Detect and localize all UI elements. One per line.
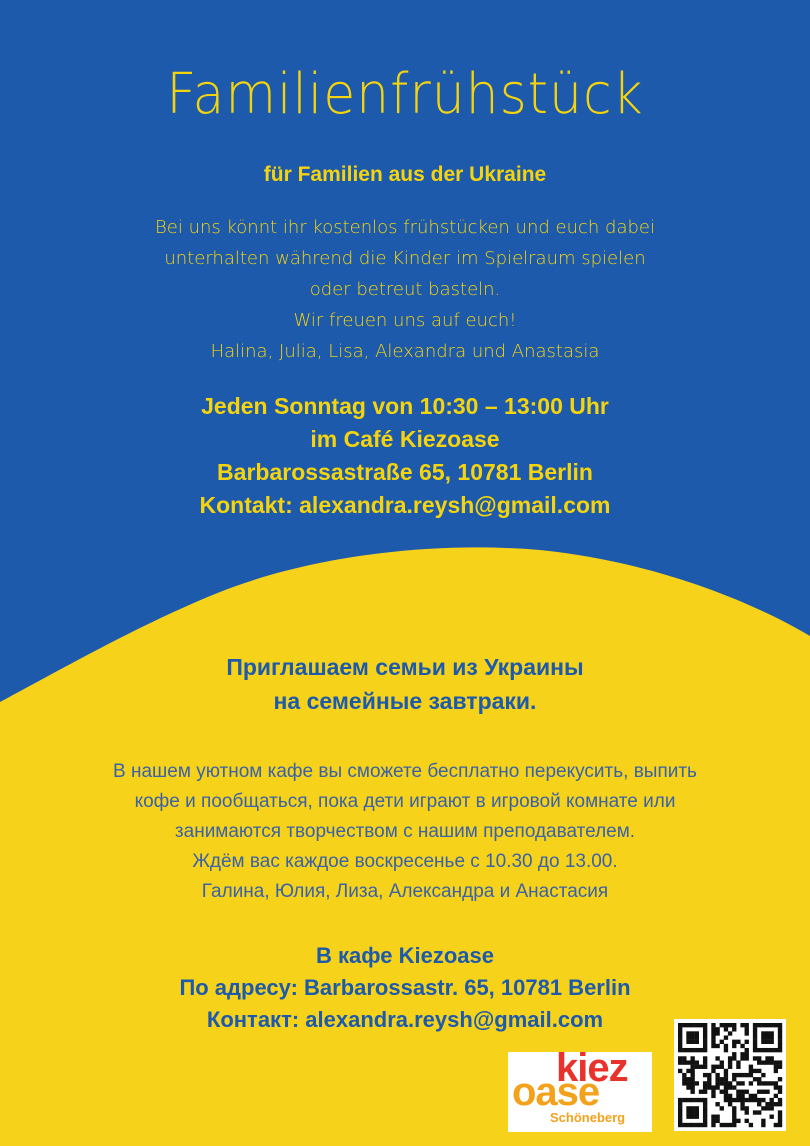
german-intro bbox=[0, 212, 810, 367]
logo-oase-text: oase bbox=[512, 1070, 600, 1114]
page-title: Familienfrühstück bbox=[166, 62, 644, 127]
russian-body-line: кофе и пообщаться, пока дети играют в игровой комнате или bbox=[134, 791, 676, 812]
russian-body-line: занимаются творчеством с нашим преподавателем. bbox=[174, 821, 636, 842]
russian-body-line: Ждём вас каждое воскресенье с 10.30 до 13.00. bbox=[192, 851, 618, 872]
logo-kiez-text: kiez bbox=[556, 1046, 628, 1090]
russian-contact-email: Контакт: alexandra.reysh@gmail.com bbox=[206, 1007, 604, 1032]
schedule-contact: Kontakt: alexandra.reysh@gmail.com bbox=[199, 492, 611, 518]
russian-heading bbox=[0, 650, 810, 718]
intro-line: Halina, Julia, Lisa, Alexandra und Anastasia bbox=[210, 341, 600, 362]
russian-body-line: Галина, Юлия, Лиза, Александра и Анастасия bbox=[201, 881, 609, 902]
intro-line: oder betreut basteln. bbox=[309, 279, 501, 300]
intro-line: Bei uns könnt ihr kostenlos frühstücken und euch dabei bbox=[155, 217, 655, 238]
german-schedule bbox=[0, 390, 810, 522]
qr-code-icon bbox=[674, 1019, 786, 1131]
russian-address: По адресу: Barbarossastr. 65, 10781 Berlin bbox=[179, 975, 631, 1000]
russian-venue: В кафе Kiezoase bbox=[316, 943, 494, 968]
intro-line: unterhalten während die Kinder im Spielraum spielen bbox=[164, 248, 646, 269]
russian-heading-line: на семейные завтраки. bbox=[273, 688, 537, 714]
logo-place-text: Schöneberg bbox=[550, 1110, 626, 1125]
russian-heading-line: Приглашаем семьи из Украины bbox=[226, 654, 584, 680]
schedule-address: Barbarossastraße 65, 10781 Berlin bbox=[217, 459, 593, 485]
schedule-time: Jeden Sonntag von 10:30 – 13:00 Uhr bbox=[201, 393, 609, 419]
intro-line: Wir freuen uns auf euch! bbox=[293, 310, 517, 331]
russian-body-line: В нашем уютном кафе вы сможете бесплатно перекусить, выпить bbox=[113, 761, 697, 782]
subtitle: für Familien aus der Ukraine bbox=[263, 163, 547, 186]
russian-body bbox=[0, 757, 810, 907]
kiezoase-logo bbox=[508, 1046, 652, 1132]
schedule-venue: im Café Kiezoase bbox=[310, 426, 500, 452]
